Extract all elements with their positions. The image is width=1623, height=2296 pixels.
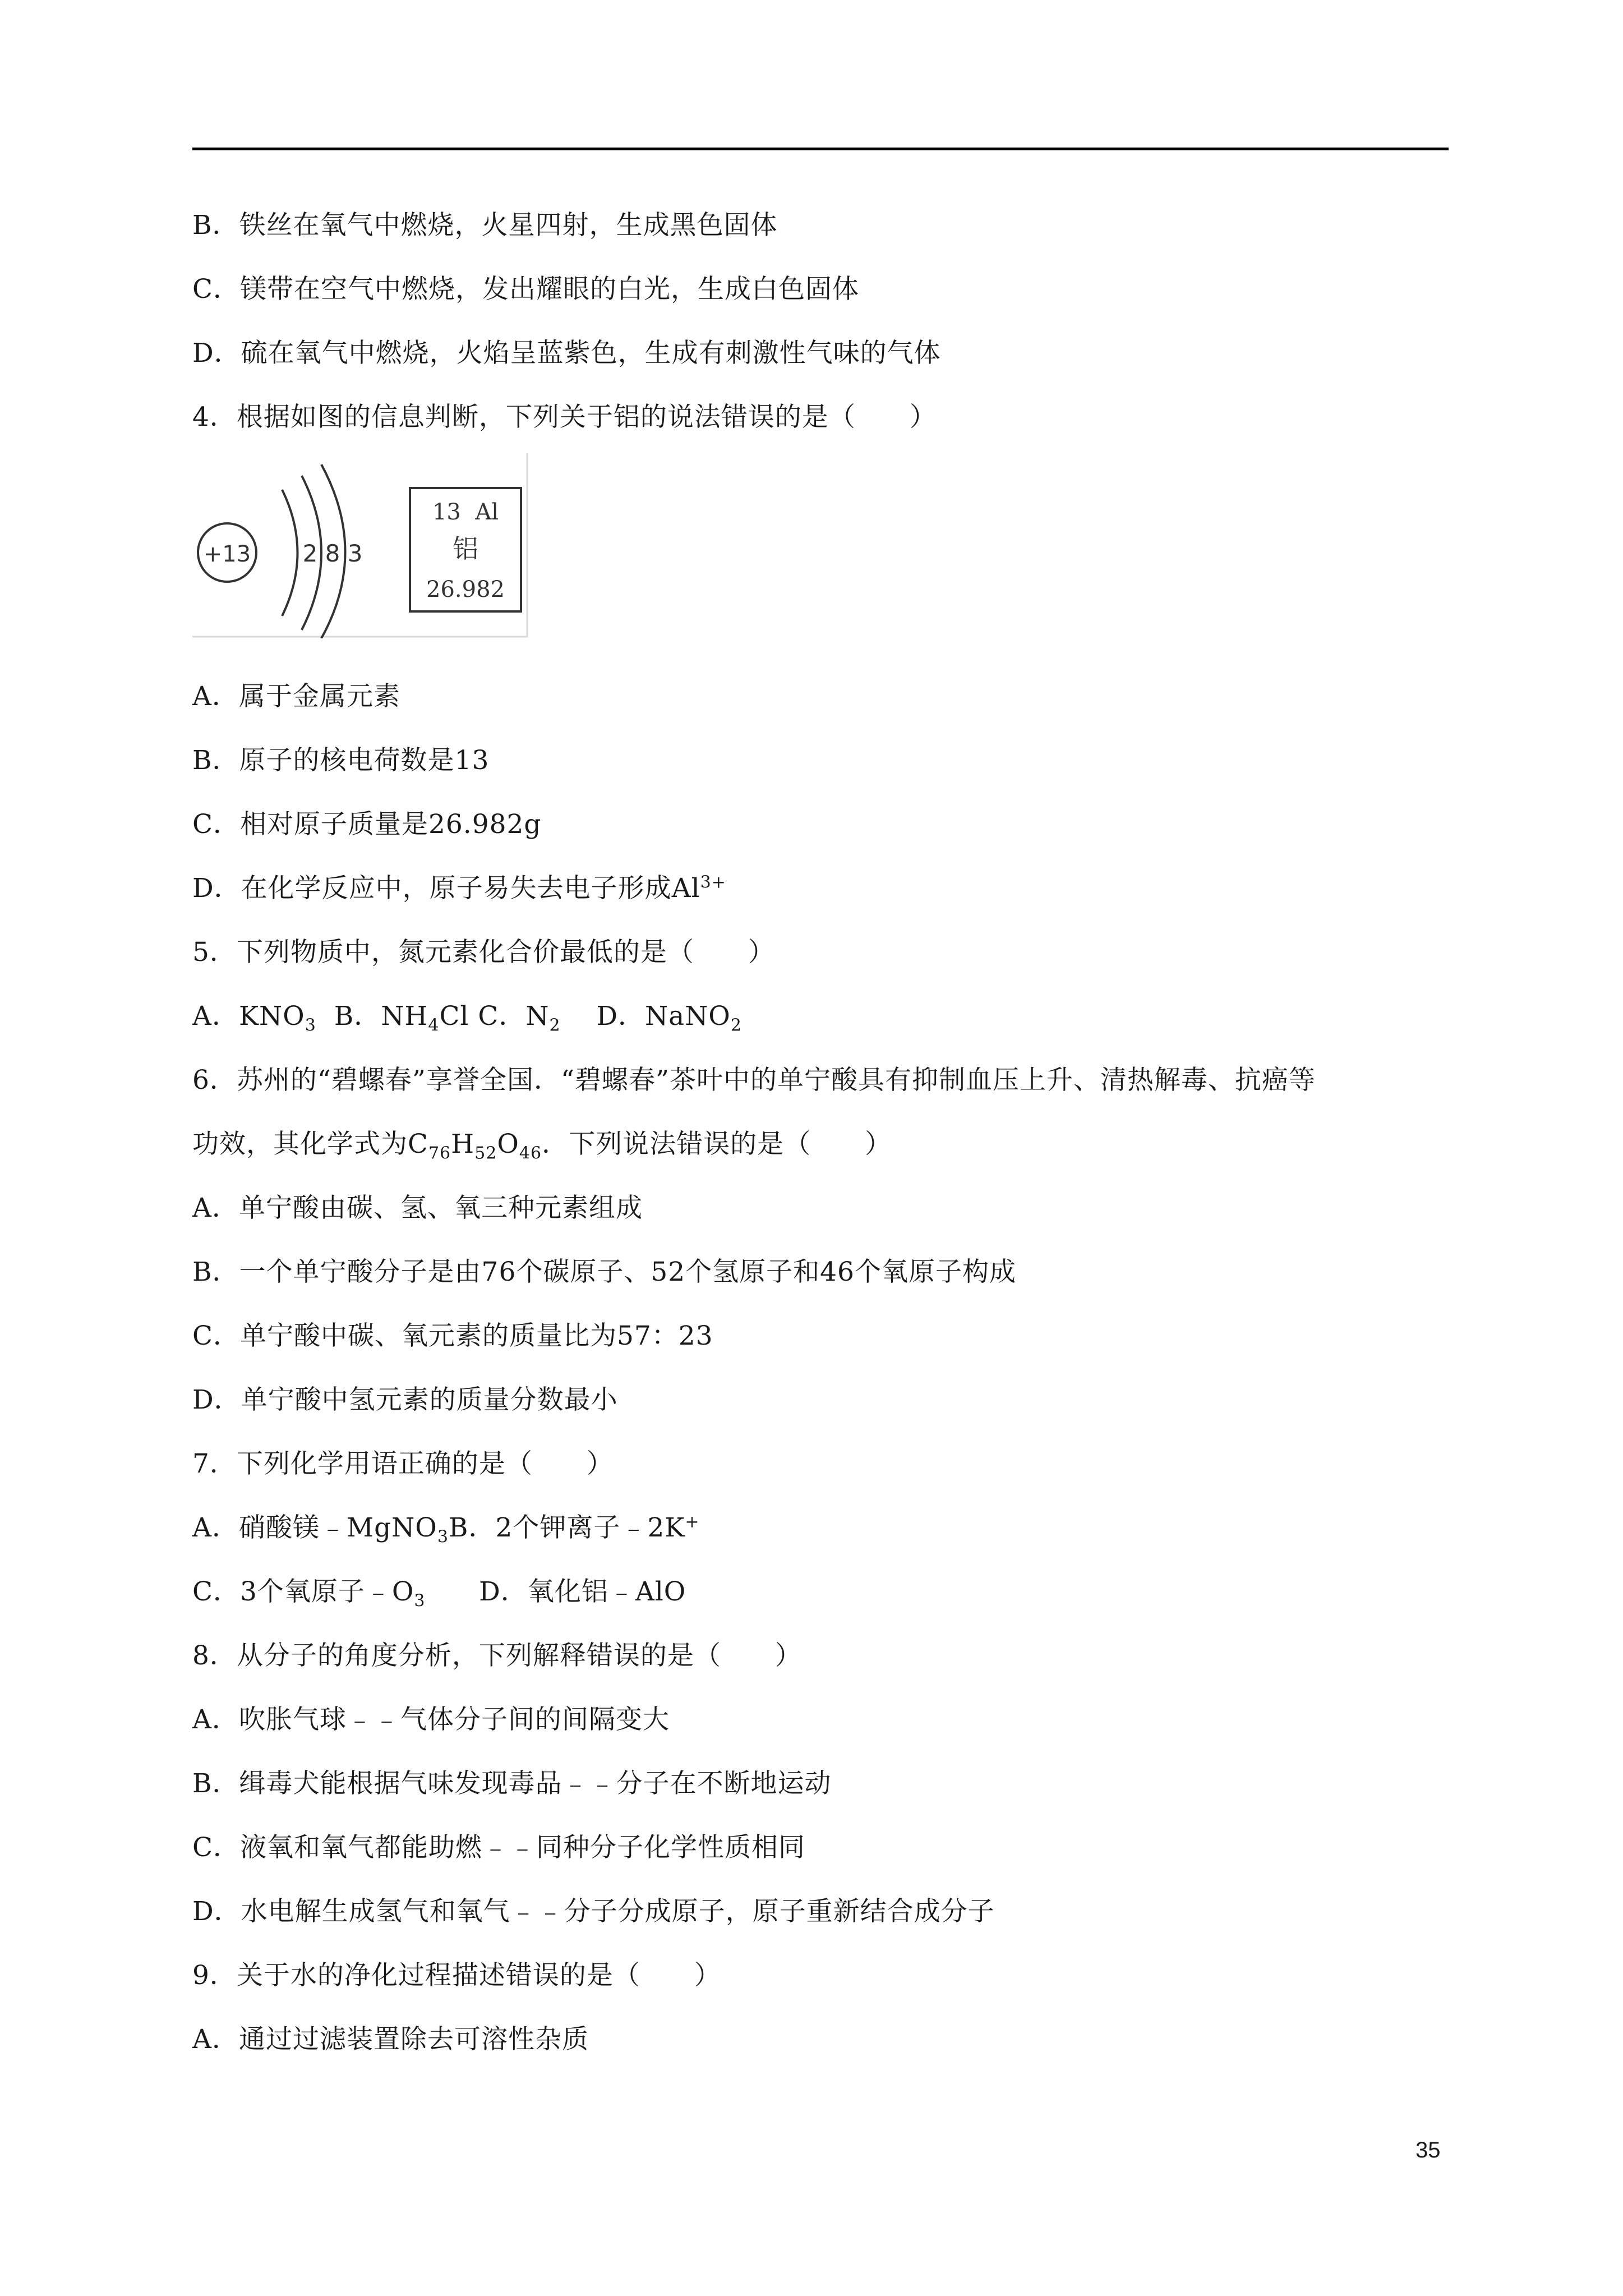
q4-option-c: C．相对原子质量是26.982g <box>192 809 542 840</box>
shell-arc-1 <box>282 490 298 616</box>
q7-options-ab: A．硝酸镁﹣MgNO$_3$B．2个钾离子﹣2K+ <box>192 1512 700 1547</box>
q6-stem-line1: 6．苏州的“碧螺春”享誉全国．“碧螺春”茶叶中的单宁酸具有抑制血压上升、清热解毒、抗癌等 <box>192 1065 1316 1096</box>
q4-option-d: D．在化学反应中，原子易失去电子形成$Al^{3+}$ <box>192 872 726 904</box>
q6-option-b: B．一个单宁酸分子是由76个碳原子、52个氢原子和46个氧原子构成 <box>192 1257 1016 1287</box>
q9-option-a: A．通过过滤装置除去可溶性杂质 <box>192 2024 589 2055</box>
q8-stem: 8．从分子的角度分析，下列解释错误的是（ ） <box>192 1640 802 1671</box>
q5-options: A．$KNO_3$ B．$NH_4Cl$ C．$N_2$ D．NaNO$_2$ <box>192 1001 742 1036</box>
q8-option-d: D．水电解生成氢气和氧气﹣﹣分子分成原子，原子重新结合成分子 <box>192 1896 995 1927</box>
q7-stem: 7．下列化学用语正确的是（ ） <box>192 1448 614 1479</box>
q4-option-a: A．属于金属元素 <box>192 681 400 712</box>
q8-option-a: A．吹胀气球﹣﹣气体分子间的间隔变大 <box>192 1704 670 1735</box>
nucleus-charge: +13 <box>203 541 251 567</box>
q4-stem: 4．根据如图的信息判断，下列关于铝的说法错误的是（ ） <box>192 402 937 432</box>
aluminum-figure <box>192 453 529 638</box>
q6-stem-line2: 功效，其化学式为$C_{76}H_{52}O_{46}$．下列说法错误的是（ ） <box>192 1129 892 1163</box>
q3-option-b: B．铁丝在氧气中燃烧，火星四射，生成黑色固体 <box>192 210 778 241</box>
q6-option-a: A．单宁酸由碳、氢、氧三种元素组成 <box>192 1193 643 1223</box>
q6-option-c: C．单宁酸中碳、氧元素的质量比为57：23 <box>192 1320 713 1351</box>
electron-shells: 2 8 3 <box>302 540 363 567</box>
q8-option-c: C．液氧和氧气都能助燃﹣﹣同种分子化学性质相同 <box>192 1832 805 1863</box>
q8-option-b: B．缉毒犬能根据气味发现毒品﹣﹣分子在不断地运动 <box>192 1768 832 1799</box>
q5-stem: 5．下列物质中，氮元素化合价最低的是（ ） <box>192 937 775 968</box>
q6-option-d: D．单宁酸中氢元素的质量分数最小 <box>192 1384 618 1415</box>
q7-options-cd: C．3个氧原子$﹣O_3$ D．氧化铝﹣AlO <box>192 1576 686 1611</box>
header-rule <box>192 148 1449 150</box>
element-name: 铝 <box>453 533 478 564</box>
page-number: 35 <box>1415 2138 1441 2162</box>
q3-option-c: C．镁带在空气中燃烧，发出耀眼的白光，生成白色固体 <box>192 274 859 305</box>
element-number-symbol: 13 Al <box>432 499 499 525</box>
element-mass: 26.982 <box>426 577 505 602</box>
q3-option-d: D．硫在氧气中燃烧，火焰呈蓝紫色，生成有刺激性气味的气体 <box>192 338 941 369</box>
q4-option-b: B．原子的核电荷数是13 <box>192 745 490 776</box>
q9-stem: 9．关于水的净化过程描述错误的是（ ） <box>192 1960 721 1991</box>
